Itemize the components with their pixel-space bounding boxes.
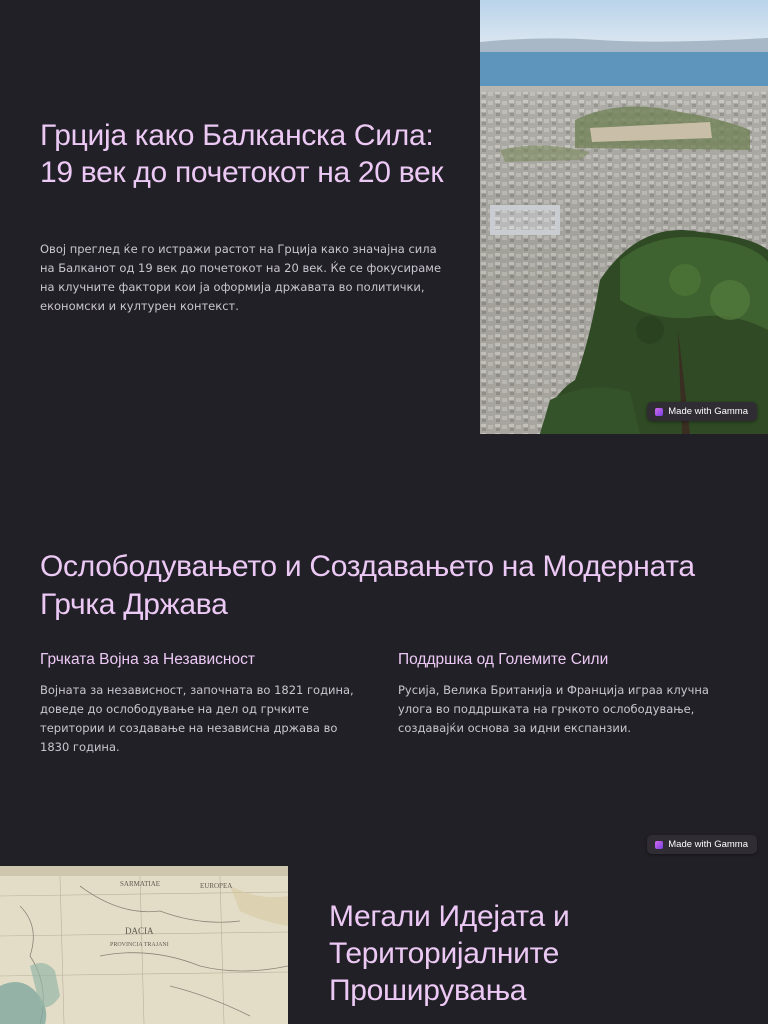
made-with-gamma-badge[interactable] (647, 835, 757, 854)
badge-label: Made with Gamma (668, 839, 748, 850)
slide-liberation (0, 500, 768, 850)
slide-title: Грција како Балканска Сила: 19 век до почетокот на 20 век (40, 119, 444, 189)
slide-title: Ослободувањето и Создавањето на Модерната Грчка Држава (40, 550, 695, 621)
slide-title: Мегали Идејата и Територијалните Проширувања (329, 900, 570, 1007)
column-great-powers (398, 650, 728, 738)
column-text: Војната за независност, започната во 1821 година, доведе до ослободување на дел од грчките територии и создавање на независна држава во 1830 година. (40, 683, 354, 754)
athens-photo (480, 0, 768, 434)
map-label: EUROPEA (200, 882, 233, 890)
gamma-logo-icon (655, 408, 663, 416)
map-label: PROVINCIA TRAJANI (110, 942, 169, 948)
slide-intro (0, 0, 768, 434)
map-label: DACIA (125, 926, 154, 936)
column-text: Русија, Велика Британија и Франција играа клучна улога во поддршката на грчкото ослободување, создавајќи основа за идни експанзии. (398, 683, 709, 735)
gamma-logo-icon (655, 841, 663, 849)
badge-label: Made with Gamma (668, 406, 748, 417)
historical-map-image (0, 866, 288, 1024)
intro-paragraph: Овој преглед ќе го истражи растот на Грција како значајна сила на Балканот од 19 век до почетокот на 20 век. Ќе се фокусираме на клучните фактори кои ја оформија државата во политички, економски и културен контекст. (40, 242, 442, 313)
column-heading: Поддршка од Големите Сили (398, 651, 609, 668)
column-heading: Грчката Војна за Независност (40, 651, 255, 668)
map-label: SARMATIAE (120, 880, 161, 888)
column-war-of-independence (40, 650, 370, 757)
slide-megali-idea (0, 866, 768, 1024)
made-with-gamma-badge[interactable] (647, 402, 757, 421)
